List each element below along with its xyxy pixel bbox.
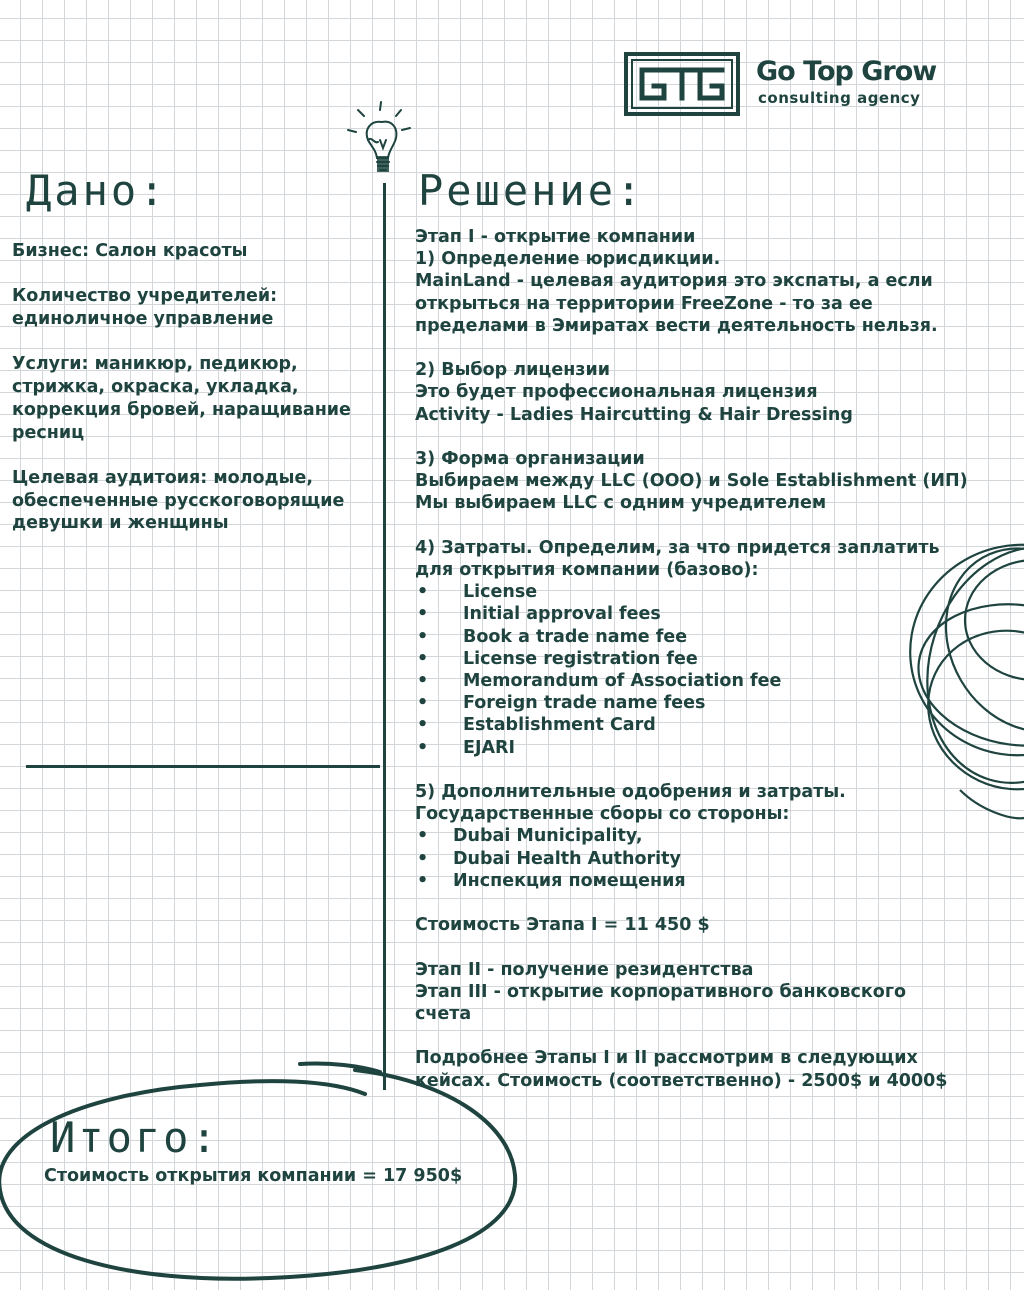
- stage1-cost: Стоимость Этапа I = 11 450 $: [415, 915, 710, 936]
- given-audience: Целевая аудитоия: молодые, обеспеченные русскоговорящие девушки и женщины: [12, 467, 345, 534]
- step5-text: Государственные сборы со стороны:: [415, 804, 790, 825]
- bullet-icon: •: [417, 737, 429, 758]
- given-business: Бизнес: Салон красоты: [12, 241, 248, 261]
- vertical-divider: [383, 183, 386, 1090]
- list-item: • Establishment Card: [417, 715, 656, 736]
- bullet-icon: •: [417, 604, 429, 625]
- step3-text-2: Мы выбираем LLC с одним учредителем: [415, 493, 827, 514]
- list-item: • Foreign trade name fees: [417, 693, 706, 714]
- stage2-text: Этап II - получение резидентства: [415, 959, 754, 980]
- solution-heading: Решение:: [418, 166, 645, 215]
- summary-total: Стоимость открытия компании = 17 950$: [44, 1166, 463, 1186]
- step3-text-1: Выбираем между LLC (ООО) и Sole Establishment (ИП): [415, 471, 968, 492]
- list-item: • License: [417, 582, 538, 603]
- step2-text-2: Activity - Ladies Haircutting & Hair Dressing: [415, 404, 853, 425]
- step4-title-2: для открытия компании (базово):: [415, 560, 759, 580]
- given-heading: Дано:: [26, 166, 168, 215]
- step5-title: 5) Дополнительные одобрения и затраты.: [415, 782, 846, 803]
- brand-subtitle: consulting agency: [758, 89, 921, 107]
- list-item: • Initial approval fees: [417, 604, 661, 625]
- more-text-1: Подробнее Этапы I и II рассмотрим в следующих: [415, 1048, 918, 1069]
- bullet-icon: •: [417, 848, 429, 869]
- bullet-icon: •: [417, 582, 429, 603]
- step3-title: 3) Форма организации: [415, 449, 645, 469]
- list-item: • EJARI: [417, 737, 515, 758]
- lightbulb-icon: [344, 100, 414, 184]
- list-item: • Memorandum of Association fee: [417, 671, 782, 692]
- list-item: • Инспекция помещения: [417, 870, 686, 891]
- step4-title-1: 4) Затраты. Определим, за что придется заплатить: [415, 537, 940, 558]
- bullet-icon: •: [417, 626, 429, 647]
- step2-text-1: Это будет профессиональная лицензия: [415, 382, 818, 403]
- more-text-2: кейсах. Стоимость (соответственно) - 2500$ и 4000$: [415, 1070, 948, 1091]
- horizontal-divider: [26, 765, 380, 768]
- step2-title: 2) Выбор лицензии: [415, 360, 610, 381]
- list-item: • Dubai Municipality,: [417, 826, 643, 847]
- list-item: • License registration fee: [417, 648, 698, 669]
- step1-title: 1) Определение юрисдикции.: [415, 249, 721, 270]
- bullet-icon: •: [417, 671, 429, 692]
- step1-text-1: MainLand - целевая аудитория это экспаты, а если: [415, 271, 933, 292]
- brand-title: Go Top Grow: [756, 56, 937, 87]
- bullet-icon: •: [417, 715, 429, 736]
- bullet-icon: •: [417, 693, 429, 714]
- bullet-icon: •: [417, 648, 429, 669]
- brand-logo-mark: [624, 52, 740, 116]
- solution-section: [415, 226, 1015, 1092]
- given-section: [12, 240, 380, 558]
- list-item: • Dubai Health Authority: [417, 848, 681, 869]
- step1-text-3: пределами в Эмиратах вести деятельность нельзя.: [415, 315, 938, 336]
- given-founders: Количество учредителей: единоличное управление: [12, 286, 278, 330]
- list-item: • Book a trade name fee: [417, 626, 688, 647]
- bullet-icon: •: [417, 870, 429, 891]
- given-services: Услуги: маникюр, педикюр, стрижка, окраска, укладка, коррекция бровей, наращивание ресниц: [12, 354, 351, 443]
- stage3-text-2: счета: [415, 1004, 472, 1025]
- summary-heading: Итого:: [50, 1113, 220, 1162]
- step1-text-2: открыться на территории FreeZone - то за ее: [415, 293, 873, 314]
- stage1-title: Этап I - открытие компании: [415, 227, 696, 247]
- bullet-icon: •: [417, 826, 429, 847]
- stage3-text-1: Этап III - открытие корпоративного банковского: [415, 981, 906, 1002]
